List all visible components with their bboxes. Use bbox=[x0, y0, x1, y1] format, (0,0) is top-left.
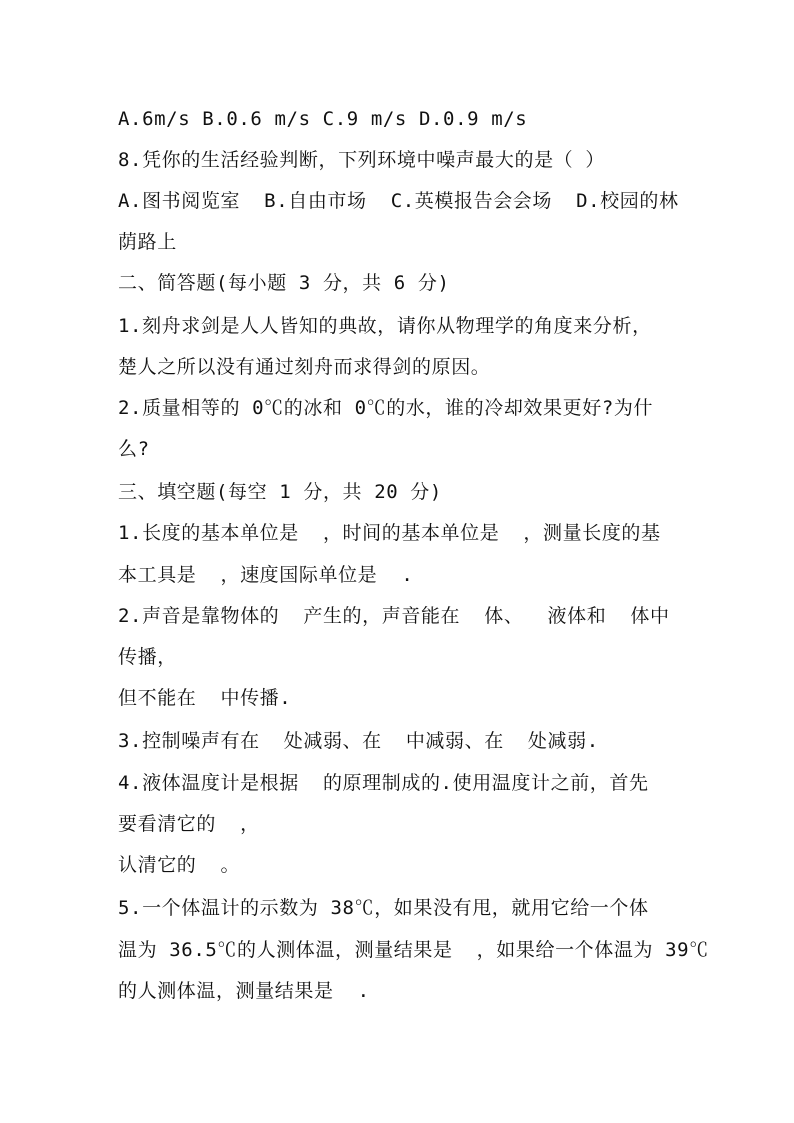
text-line-fill-1-cont: 本工具是 ，速度国际单位是 . bbox=[118, 564, 414, 586]
text-line-short-answer-1-cont: 楚人之所以没有通过刻舟而求得剑的原因。 bbox=[118, 356, 491, 378]
text-line-fill-2: 2.声音是靠物体的 产生的，声音能在 体、 液体和 体中 bbox=[118, 605, 670, 627]
text-line-fill-1: 1.长度的基本单位是 ，时间的基本单位是 ，测量长度的基 bbox=[118, 522, 661, 544]
text-line-options-7: A.6m/s B.0.6 m/s C.9 m/s D.0.9 m/s bbox=[118, 108, 528, 130]
text-line-fill-4: 4.液体温度计是根据 的原理制成的.使用温度计之前，首先 bbox=[118, 772, 649, 794]
text-line-short-answer-2: 2.质量相等的 0℃的冰和 0℃的水，谁的冷却效果更好?为什 bbox=[118, 397, 654, 419]
text-line-fill-5-end: 的人测体温，测量结果是 . bbox=[118, 980, 370, 1002]
text-line-short-answer-2-cont: 么? bbox=[118, 438, 150, 460]
text-line-options-8: A.图书阅览室 B.自由市场 C.英模报告会会场 D.校园的林 bbox=[118, 190, 679, 212]
text-line-fill-3: 3.控制噪声有在 处减弱、在 中减弱、在 处减弱. bbox=[118, 730, 599, 752]
section-heading-fill-blank: 三、填空题(每空 1 分，共 20 分) bbox=[118, 481, 442, 503]
text-line-question-8: 8.凭你的生活经验判断，下列环境中噪声最大的是（ ） bbox=[118, 149, 605, 171]
text-line-fill-4-cont: 要看清它的 ， bbox=[118, 813, 260, 835]
text-line-fill-2-cont: 传播， bbox=[118, 646, 177, 668]
text-line-fill-2-end: 但不能在 中传播. bbox=[118, 687, 292, 709]
section-heading-short-answer: 二、简答题(每小题 3 分，共 6 分) bbox=[118, 272, 450, 294]
text-line-fill-5: 5.一个体温计的示数为 38℃，如果没有甩，就用它给一个体 bbox=[118, 897, 649, 919]
text-line-fill-5-cont: 温为 36.5℃的人测体温，测量结果是 ，如果给一个体温为 39℃ bbox=[118, 939, 709, 961]
text-line-options-8-cont: 荫路上 bbox=[118, 231, 177, 253]
text-line-short-answer-1: 1.刻舟求剑是人人皆知的典故，请你从物理学的角度来分析， bbox=[118, 315, 652, 337]
text-line-fill-4-end: 认清它的 。 bbox=[118, 854, 241, 876]
